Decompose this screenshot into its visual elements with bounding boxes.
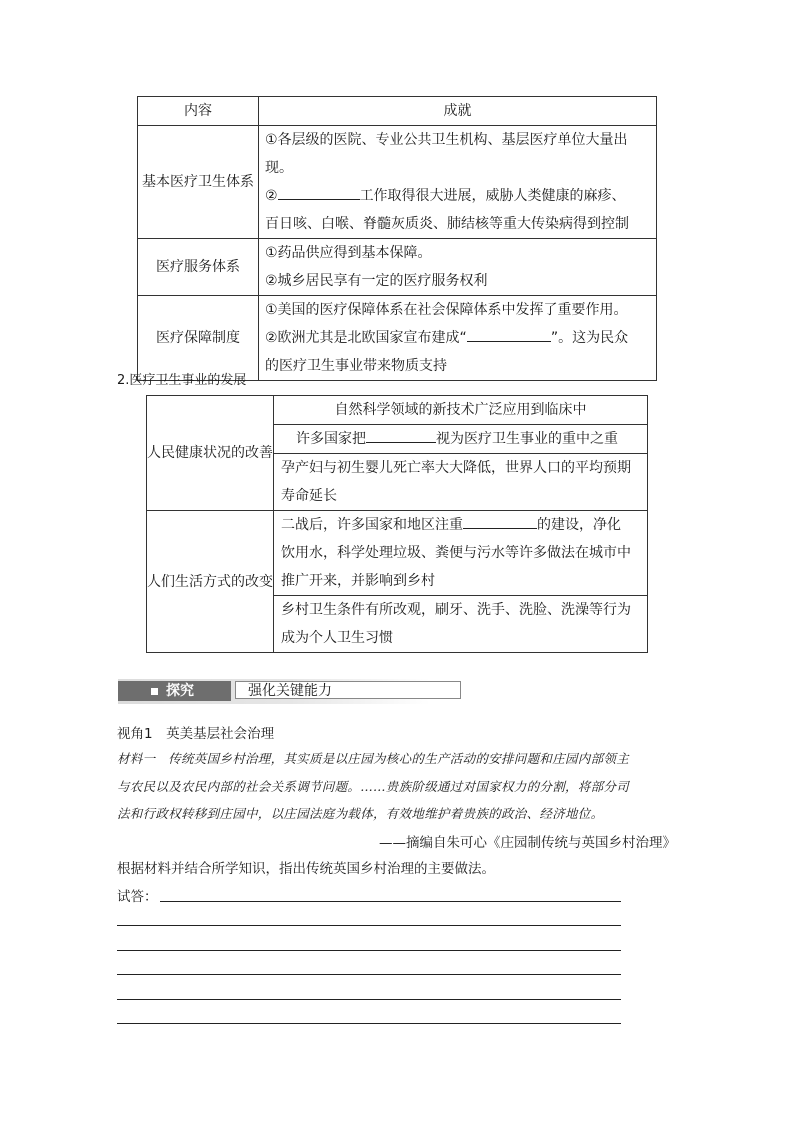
perspective-title: 视角1 英美基层社会治理 [117, 726, 275, 742]
text-line: 的医疗卫生事业带来物质支持 [265, 358, 447, 374]
text-line [281, 511, 640, 539]
development-cell [274, 511, 648, 596]
fill-blank[interactable] [467, 325, 551, 342]
question-text: 根据材料并结合所学知识，指出传统英国乡村治理的主要做法。 [117, 861, 495, 877]
section-heading: 2.医疗卫生事业的发展 [117, 373, 247, 388]
fill-blank[interactable] [366, 426, 436, 443]
text-fragment: 工作取得很大进展，威胁人类健康的麻疹、 [359, 188, 626, 204]
material-source: ——摘编自朱可心《庄园制传统与英国乡村治理》 [379, 835, 676, 851]
text-line [265, 324, 650, 352]
text-line: 乡村卫生条件有所改观，刷牙、洗手、洗脸、洗澡等行为 [281, 602, 631, 618]
banner-subtitle: 强化关键能力 [235, 681, 461, 699]
category-medical-security: 医疗保障制度 [138, 296, 259, 381]
text-fragment: ②欧洲尤其是北欧国家宣布建成“ [265, 330, 467, 346]
text-line: 百日咳、白喉、脊髓灰质炎、肺结核等重大传染病得到控制 [265, 216, 629, 232]
explore-banner [118, 679, 430, 704]
text-fragment: ② [265, 188, 278, 204]
answer-line[interactable] [117, 925, 621, 926]
header-achievement: 成就 [259, 97, 657, 126]
text-fragment: ”。这为民众 [550, 330, 629, 346]
category-basic-medical: 基本医疗卫生体系 [138, 126, 259, 239]
development-cell [274, 425, 648, 454]
banner-tag [118, 681, 231, 701]
answer-line[interactable] [160, 901, 621, 902]
answer-line[interactable] [117, 974, 621, 975]
fill-blank[interactable] [463, 512, 537, 529]
achievement-medical-security [259, 296, 657, 381]
material-line: 法和行政权转移到庄园中，以庄园法庭为载体，有效地维护着贵族的政治、经济地位。 [117, 806, 604, 821]
text-line: 孕产妇与初生婴儿死亡率大大降低，世界人口的平均预期 [281, 460, 631, 476]
development-cell [274, 454, 648, 511]
text-line: ①各层级的医院、专业公共卫生机构、基层医疗单位大量出现。 [265, 132, 628, 176]
banner-tag-label: 探究 [166, 683, 194, 699]
answer-label: 试答： [117, 889, 158, 905]
text-fragment: 许多国家把 [296, 431, 366, 447]
development-cell: 自然科学领域的新技术广泛应用到临床中 [274, 396, 648, 425]
text-line: ①药品供应得到基本保障。 [265, 245, 432, 261]
text-line [265, 182, 650, 210]
category-lifestyle-change: 人们生活方式的改变 [147, 511, 274, 653]
fill-blank[interactable] [278, 183, 360, 200]
category-medical-service: 医疗服务体系 [138, 239, 259, 296]
text-line: 饮用水，科学处理垃圾、粪便与污水等许多做法在城市中 [281, 545, 631, 561]
development-cell [274, 596, 648, 653]
achievement-basic-medical [259, 126, 657, 239]
text-line: ①美国的医疗保障体系在社会保障体系中发挥了重要作用。 [265, 302, 628, 318]
text-line: 推广开来，并影响到乡村 [281, 573, 435, 589]
development-table [146, 395, 648, 653]
achievements-table [137, 96, 657, 381]
text-line: ②城乡居民享有一定的医疗服务权利 [265, 273, 488, 289]
category-health-improvement: 人民健康状况的改善 [147, 396, 274, 511]
answer-line[interactable] [117, 999, 621, 1000]
text-fragment: 视为医疗卫生事业的重中之重 [436, 431, 618, 447]
material-line: 与农民以及农民内部的社会关系调节问题。……贵族阶级通过对国家权力的分割，将部分司 [117, 779, 630, 794]
text-line: 寿命延长 [281, 488, 337, 504]
material-line: 材料一 传统英国乡村治理，其实质是以庄园为核心的生产活动的安排问题和庄园内部领主 [117, 751, 630, 766]
header-content: 内容 [138, 97, 259, 126]
answer-line[interactable] [117, 1023, 621, 1024]
answer-line[interactable] [117, 950, 621, 951]
text-fragment: 的建设，净化 [537, 517, 621, 533]
achievement-medical-service [259, 239, 657, 296]
square-bullet-icon [151, 688, 158, 695]
text-line: 成为个人卫生习惯 [281, 630, 393, 646]
text-fragment: 二战后，许多国家和地区注重 [281, 517, 463, 533]
